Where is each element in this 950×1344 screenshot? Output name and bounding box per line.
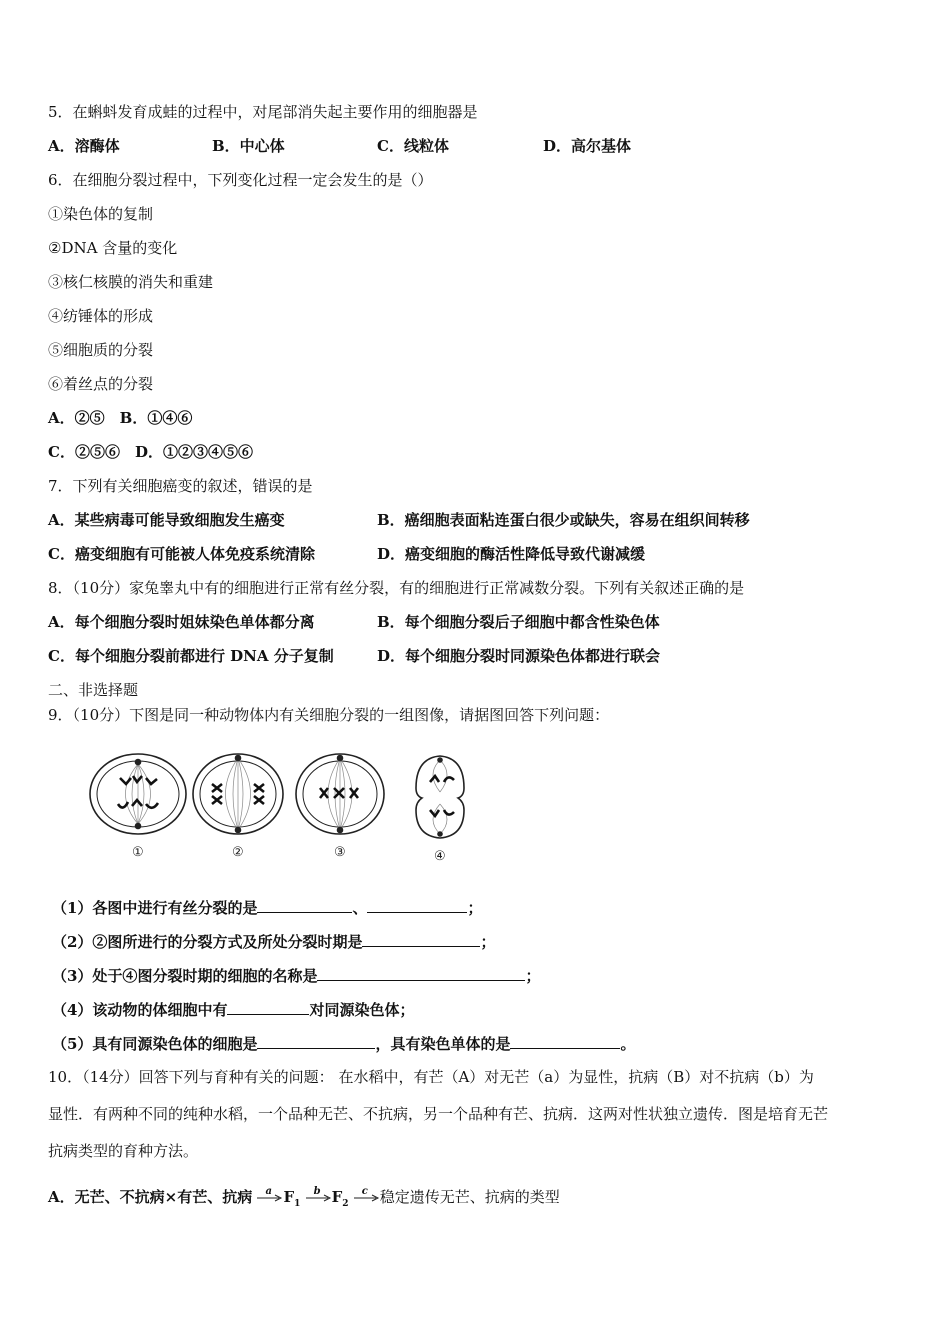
q6-item-4: ④纺锤体的形成 xyxy=(48,307,154,325)
cell-division-figure xyxy=(88,748,488,868)
q6-item-3: ③核仁核膜的消失和重建 xyxy=(48,273,214,291)
section-heading: 二、非选择题 xyxy=(48,681,139,699)
figure-label-1: ① xyxy=(132,845,144,860)
q10-line-3: 抗病类型的育种方法。 xyxy=(48,1142,199,1160)
blank-4[interactable] xyxy=(227,999,309,1015)
q7-stem: 7．下列有关细胞癌变的叙述，错误的是 xyxy=(48,477,313,495)
q6-stem: 6．在细胞分裂过程中，下列变化过程一定会发生的是（） xyxy=(48,171,433,189)
blank-3[interactable] xyxy=(317,965,525,981)
q5-option-d: D．高尔基体 xyxy=(543,137,632,155)
q8-option-a: A．每个细胞分裂时姐妹染色单体都分离 xyxy=(48,613,315,631)
q9-sub1: （1）各图中进行有丝分裂的是 、 ； xyxy=(52,899,483,917)
blank-1b[interactable] xyxy=(367,897,467,913)
cell-2-diagram xyxy=(193,754,283,834)
q6-options-cd: C．②⑤⑥ D．①②③④⑤⑥ xyxy=(48,443,253,461)
arrow-b: b xyxy=(306,1188,332,1208)
q5-option-a: A．溶酶体 xyxy=(48,137,120,155)
cell-1-diagram xyxy=(90,754,186,834)
q8-option-c: C．每个细胞分裂前都进行 DNA 分子复制 xyxy=(48,647,334,665)
q10-line-1: 10．（14分）回答下列与育种有关的问题： 在水稻中，有芒（A）对无芒（a）为显性，抗病（B）对不抗病（b）为 xyxy=(48,1068,814,1086)
blank-5a[interactable] xyxy=(257,1033,375,1049)
arrow-c: c xyxy=(354,1188,380,1208)
figure-label-2: ② xyxy=(232,845,244,860)
blank-2[interactable] xyxy=(362,931,480,947)
q9-sub3: （3）处于④图分裂时期的细胞的名称是 ； xyxy=(52,967,541,985)
blank-1a[interactable] xyxy=(257,897,352,913)
q8-stem: 8．（10分）家兔睾丸中有的细胞进行正常有丝分裂，有的细胞进行正常减数分裂。下列有关叙述正确的是 xyxy=(48,579,745,597)
q6-options-ab: A．②⑤ B．①④⑥ xyxy=(48,409,193,427)
cell-3-diagram xyxy=(296,754,384,834)
q10-breeding-scheme: A．无芒、不抗病×有芒、抗病 a $F_1$ b $F_2$ c 稳定遗传无芒、抗病的类型 xyxy=(48,1186,560,1209)
q9-sub4: （4）该动物的体细胞中有 对同源染色体； xyxy=(52,1001,415,1019)
figure-label-3: ③ xyxy=(334,845,346,860)
arrow-a: a xyxy=(257,1188,283,1208)
q7-option-c: C．癌变细胞有可能被人体免疫系统清除 xyxy=(48,545,315,563)
q8-option-d: D．每个细胞分裂时同源染色体都进行联会 xyxy=(377,647,661,665)
q6-item-1: ①染色体的复制 xyxy=(48,205,154,223)
q6-item-6: ⑥着丝点的分裂 xyxy=(48,375,154,393)
q9-stem: 9．（10分）下图是同一种动物体内有关细胞分裂的一组图像，请据图回答下列问题： xyxy=(48,706,610,724)
q8-option-b: B．每个细胞分裂后子细胞中都含性染色体 xyxy=(377,613,660,631)
q10-line-2: 显性．有两种不同的纯种水稻，一个品种无芒、不抗病，另一个品种有芒、抗病．这两对性状独立遗传．图是培育无芒 xyxy=(48,1105,829,1123)
q9-sub2: （2）②图所进行的分裂方式及所处分裂时期是 ； xyxy=(52,933,496,951)
figure-label-4: ④ xyxy=(434,849,446,864)
cell-4-diagram xyxy=(416,756,464,838)
q9-sub5: （5）具有同源染色体的细胞是 ，具有染色单体的是 。 xyxy=(52,1035,636,1053)
blank-5b[interactable] xyxy=(510,1033,620,1049)
q6-item-5: ⑤细胞质的分裂 xyxy=(48,341,154,359)
q7-option-d: D．癌变细胞的酶活性降低导致代谢减缓 xyxy=(377,545,646,563)
q5-option-b: B．中心体 xyxy=(212,137,285,155)
q6-item-2: ②DNA 含量的变化 xyxy=(48,239,178,257)
q7-option-a: A．某些病毒可能导致细胞发生癌变 xyxy=(48,511,285,529)
q5-option-c: C．线粒体 xyxy=(377,137,449,155)
q5-stem: 5．在蝌蚪发育成蛙的过程中，对尾部消失起主要作用的细胞器是 xyxy=(48,103,478,121)
q7-option-b: B．癌细胞表面粘连蛋白很少或缺失，容易在组织间转移 xyxy=(377,511,750,529)
